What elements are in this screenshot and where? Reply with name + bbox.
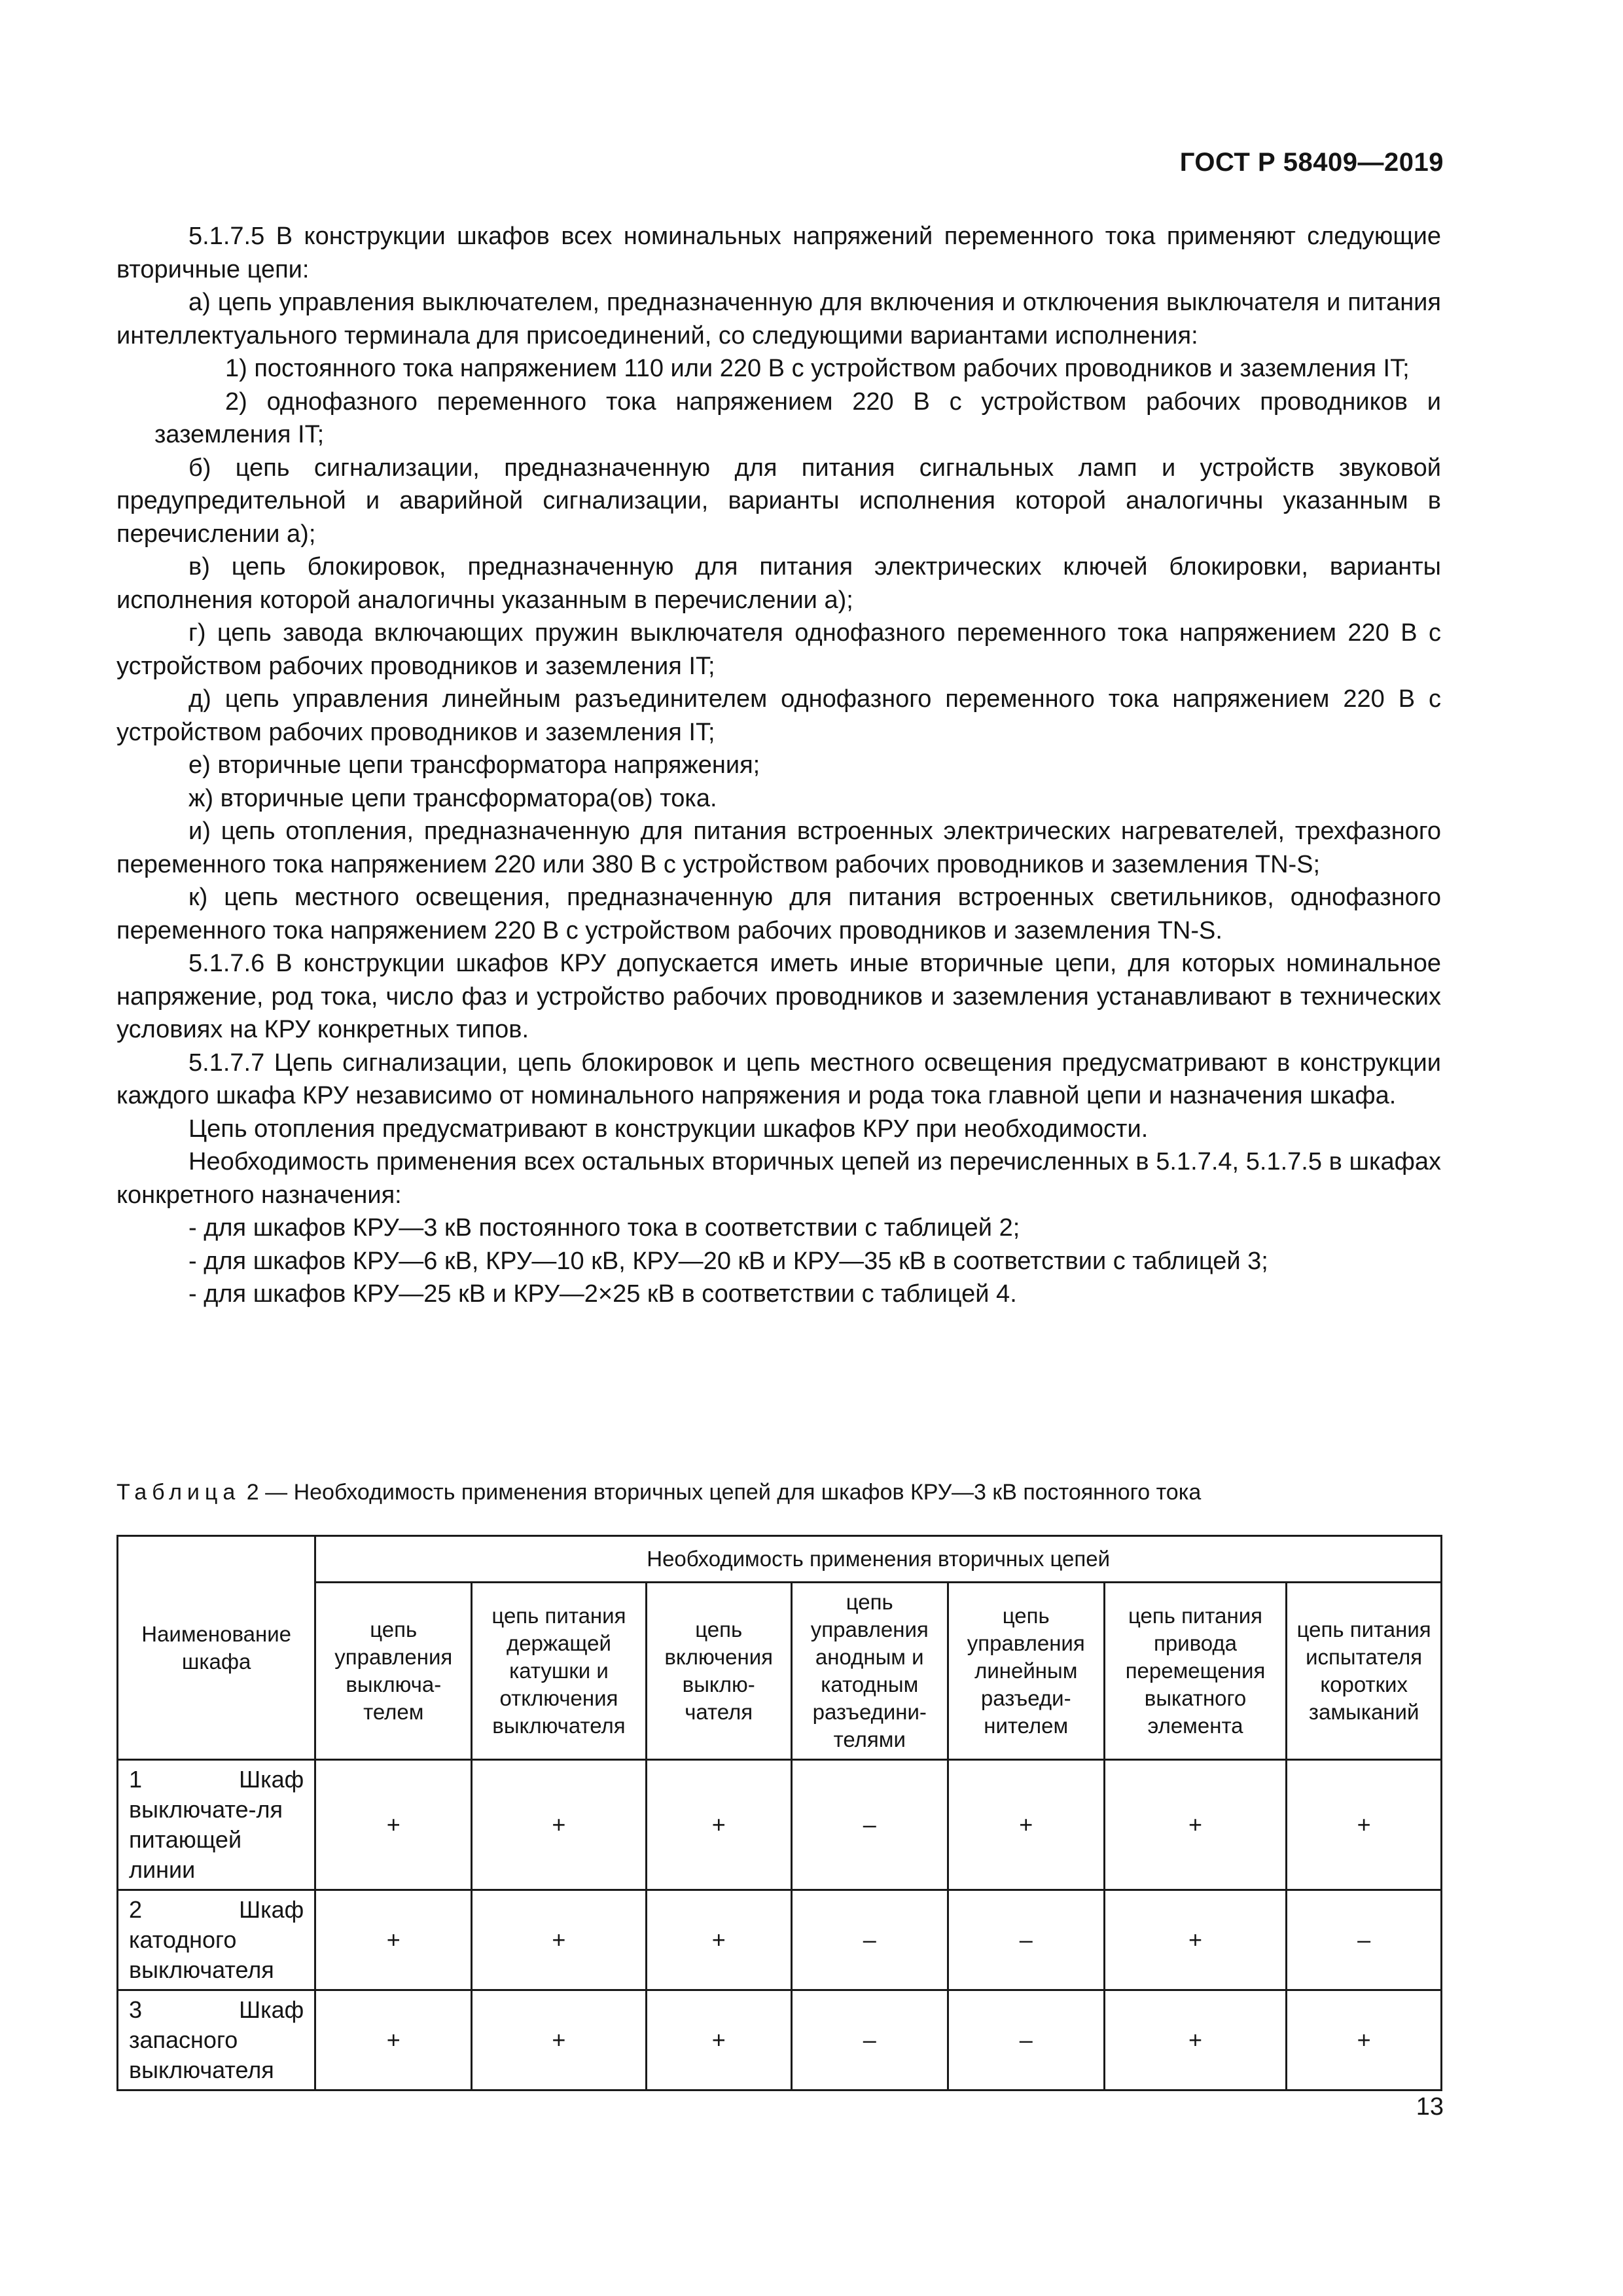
table-caption (116, 1478, 1441, 1507)
paragraph: в) цепь блокировок, предназначенную для питания электрических ключей блокировки, варианты исполнения которой аналогичны указанным в перечислении а); (116, 553, 1441, 614)
column-header: цепь управления линейным разъеди-нителем (948, 1583, 1104, 1760)
table-row (118, 1890, 1442, 1990)
column-header: цепь питания испытателя коротких замыканий (1287, 1583, 1442, 1760)
requirement-cell: + (1104, 1760, 1287, 1890)
requirement-cell: – (791, 1760, 948, 1890)
requirement-cell: + (315, 1890, 472, 1990)
requirement-cell: + (472, 1890, 646, 1990)
requirement-cell: + (1287, 1760, 1442, 1890)
table-subheader-row (118, 1583, 1442, 1760)
paragraph: 5.1.7.5 В конструкции шкафов всех номинальных напряжений переменного тока применяют следующие вторичные цепи: (116, 223, 1441, 283)
column-header: цепь питания привода перемещения выкатного элемента (1104, 1583, 1287, 1760)
requirement-cell: – (948, 1890, 1104, 1990)
paragraph: - для шкафов КРУ—3 кВ постоянного тока в соответствии с таблицей 2; (188, 1214, 1020, 1242)
paragraph: и) цепь отопления, предназначенную для питания встроенных электрических нагревателей, трехфазного переменного тока напряжением 220 или 380 В с устройством рабочих проводников и заземления TN-S; (116, 817, 1441, 878)
body-text (116, 220, 1441, 1311)
paragraph: а) цепь управления выключателем, предназначенную для включения и отключения выключателя и питания интеллектуального терминала для присоединений, со следующими вариантами исполнения: (116, 289, 1441, 350)
table-caption-text: 2 — Необходимость применения вторичных цепей для шкафов КРУ—3 кВ постоянного тока (246, 1480, 1202, 1505)
paragraph: - для шкафов КРУ—6 кВ, КРУ—10 кВ, КРУ—20 кВ и КРУ—35 кВ в соответствии с таблицей 3; (188, 1247, 1268, 1275)
requirement-cell: – (948, 1990, 1104, 2090)
requirement-cell: + (1104, 1990, 1287, 2090)
requirement-cell: + (1104, 1890, 1287, 1990)
paragraph: е) вторичные цепи трансформатора напряжения; (188, 751, 760, 779)
paragraph: 2) однофазного переменного тока напряжением 220 В с устройством рабочих проводников и заземления IT; (154, 387, 1441, 448)
row-name-cell: 2 Шкаф катодного выключателя (118, 1890, 315, 1990)
requirement-cell: + (472, 1760, 646, 1890)
name-column-header: Наименование шкафа (118, 1536, 315, 1760)
requirement-cell: – (1287, 1890, 1442, 1990)
paragraph: 1) постоянного тока напряжением 110 или 220 В с устройством рабочих проводников и заземления IT; (225, 355, 1410, 382)
table-header-row (118, 1536, 1442, 1583)
requirement-cell: + (472, 1990, 646, 2090)
table-row (118, 1760, 1442, 1890)
table-row (118, 1990, 1442, 2090)
paragraph: Цепь отопления предусматривают в конструкции шкафов КРУ при необходимости. (188, 1115, 1149, 1143)
column-header: цепь питания держащей катушки и отключения выключателя (472, 1583, 646, 1760)
row-name-cell: 3 Шкаф запасного выключателя (118, 1990, 315, 2090)
requirement-cell: + (646, 1760, 791, 1890)
document-id-header: ГОСТ Р 58409—2019 (1179, 148, 1444, 177)
requirement-cell: + (315, 1760, 472, 1890)
paragraph: д) цепь управления линейным разъединителем однофазного переменного тока напряжением 220 В с устройством рабочих проводников и заземления IT; (116, 685, 1441, 746)
row-name-cell: 1 Шкаф выключате-ля питающей линии (118, 1760, 315, 1890)
paragraph: - для шкафов КРУ—25 кВ и КРУ—2×25 кВ в соответствии с таблицей 4. (188, 1280, 1017, 1308)
secondary-circuits-table (116, 1535, 1442, 2091)
paragraph: Необходимость применения всех остальных вторичных цепей из перечисленных в 5.1.7.4, 5.1.7.5 в шкафах конкретного назначения: (116, 1148, 1441, 1209)
requirement-cell: + (315, 1990, 472, 2090)
requirement-cell: + (948, 1760, 1104, 1890)
requirement-cell: + (1287, 1990, 1442, 2090)
requirement-cell: + (646, 1890, 791, 1990)
paragraph: 5.1.7.6 В конструкции шкафов КРУ допускается иметь иные вторичные цепи, для которых номинальное напряжение, род тока, число фаз и устройство рабочих проводников и заземления устанавливают в технических условиях на КРУ конкретных типов. (116, 950, 1441, 1043)
requirement-cell: – (791, 1890, 948, 1990)
column-header: цепь управления анодным и катодным разъедини-телями (791, 1583, 948, 1760)
column-header: цепь управления выключа-телем (315, 1583, 472, 1760)
paragraph: г) цепь завода включающих пружин выключателя однофазного переменного тока напряжением 220 В с устройством рабочих проводников и заземления IT; (116, 619, 1441, 680)
requirement-cell: + (646, 1990, 791, 2090)
page-number: 13 (1416, 2093, 1444, 2121)
column-header: цепь включения выклю-чателя (646, 1583, 791, 1760)
paragraph: к) цепь местного освещения, предназначенную для питания встроенных светильников, однофазного переменного тока напряжением 220 В с устройством рабочих проводников и заземления TN-S. (116, 884, 1441, 944)
paragraph: б) цепь сигнализации, предназначенную для питания сигнальных ламп и устройств звуковой предупредительной и аварийной сигнализации, варианты исполнения которой аналогичны указанным в перечислении а); (116, 454, 1441, 548)
requirement-cell: – (791, 1990, 948, 2090)
paragraph: 5.1.7.7 Цепь сигнализации, цепь блокировок и цепь местного освещения предусматривают в конструкции каждого шкафа КРУ независимо от номинального напряжения и рода тока главной цепи и назначения шкафа. (116, 1049, 1441, 1109)
paragraph: ж) вторичные цепи трансформатора(ов) тока. (188, 784, 717, 812)
group-column-header: Необходимость применения вторичных цепей (315, 1536, 1442, 1583)
table-caption-label: Таблица (116, 1480, 241, 1505)
